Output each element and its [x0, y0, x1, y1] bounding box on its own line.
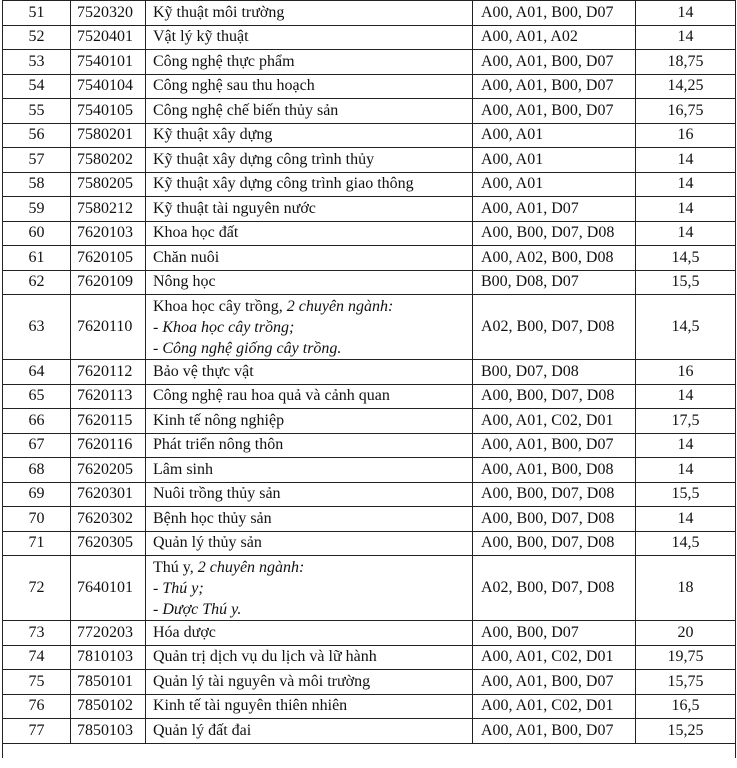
- subject-combination-cell: A00, A01, B00, D07: [473, 1, 636, 26]
- row-number-cell: 75: [3, 670, 71, 695]
- major-name: Thú y,: [153, 558, 198, 576]
- major-code-cell: 7850102: [71, 694, 146, 719]
- row-number-cell: 60: [3, 221, 71, 246]
- row-number-cell: 64: [3, 360, 71, 385]
- subject-combination-cell: A00, A01, C02, D01: [473, 645, 636, 670]
- cutoff-score-cell: 14: [636, 433, 736, 458]
- table-row: [3, 360, 736, 385]
- table-row: [3, 197, 736, 222]
- row-number-cell: 71: [3, 531, 71, 556]
- subject-combination-cell: A00, B00, D07: [473, 621, 636, 646]
- row-number-cell: 67: [3, 433, 71, 458]
- row-number-cell: 65: [3, 384, 71, 409]
- table-row: [3, 409, 736, 434]
- cutoff-score-cell: 14: [636, 148, 736, 173]
- subject-combination-cell: A00, A01: [473, 123, 636, 148]
- major-name-cell: Chăn nuôi: [146, 246, 473, 271]
- major-code-cell: 7620103: [71, 221, 146, 246]
- major-name-cell: Vật lý kỹ thuật: [146, 25, 473, 50]
- major-name-line: [153, 557, 468, 578]
- major-name-cell: Hóa dược: [146, 621, 473, 646]
- subject-combination-cell: A00, A01, C02, D01: [473, 694, 636, 719]
- major-name-cell: Kinh tế nông nghiệp: [146, 409, 473, 434]
- cutoff-score-cell: 14: [636, 172, 736, 197]
- major-name-cell: Khoa học đất: [146, 221, 473, 246]
- major-code-cell: 7810103: [71, 645, 146, 670]
- row-number-cell: 77: [3, 719, 71, 744]
- row-number-cell: 52: [3, 25, 71, 50]
- row-number-cell: 53: [3, 50, 71, 75]
- major-code-cell: 7620110: [71, 295, 146, 360]
- major-name-cell: Lâm sinh: [146, 458, 473, 483]
- major-name-cell: Kỹ thuật tài nguyên nước: [146, 197, 473, 222]
- major-code-cell: 7620116: [71, 433, 146, 458]
- subject-combination-cell: A00, A02, B00, D08: [473, 246, 636, 271]
- cutoff-score-cell: 14: [636, 458, 736, 483]
- major-name-cell: Phát triển nông thôn: [146, 433, 473, 458]
- cutoff-score-cell: 17,5: [636, 409, 736, 434]
- major-name-cell: Kỹ thuật môi trường: [146, 1, 473, 26]
- cutoff-score-cell: 18,75: [636, 50, 736, 75]
- cutoff-score-cell: 14,25: [636, 74, 736, 99]
- table-row: [3, 531, 736, 556]
- row-number-cell: 55: [3, 99, 71, 124]
- table-row: [3, 507, 736, 532]
- major-name-cell: Nông học: [146, 270, 473, 295]
- admission-score-table: [2, 0, 736, 758]
- table-row: [3, 556, 736, 621]
- row-number-cell: 66: [3, 409, 71, 434]
- major-name-cell: Công nghệ chế biến thủy sản: [146, 99, 473, 124]
- subject-combination-cell: A00, A01, B00, D07: [473, 99, 636, 124]
- cutoff-score-cell: 14,5: [636, 295, 736, 360]
- table-row: [3, 123, 736, 148]
- specialization-count: 2 chuyên ngành:: [197, 558, 305, 576]
- subject-combination-cell: A00, B00, D07, D08: [473, 221, 636, 246]
- table-row: [3, 246, 736, 271]
- subject-combination-cell: A00, A01, B00, D07: [473, 74, 636, 99]
- row-number-cell: 74: [3, 645, 71, 670]
- major-name-cell: Kinh tế tài nguyên thiên nhiên: [146, 694, 473, 719]
- major-name-cell: [146, 295, 473, 360]
- subject-combination-cell: B00, D08, D07: [473, 270, 636, 295]
- specialization-item: - Thú y;: [153, 579, 204, 597]
- table-row: [3, 719, 736, 744]
- subject-combination-cell: A00, A01, B00, D07: [473, 670, 636, 695]
- cutoff-score-cell: 14: [636, 221, 736, 246]
- row-number-cell: 62: [3, 270, 71, 295]
- specialization-item: - Công nghệ giống cây trồng.: [153, 339, 342, 357]
- major-code-cell: 7520320: [71, 1, 146, 26]
- subject-combination-cell: A00, A01, B00, D07: [473, 719, 636, 744]
- major-name-cell: Kỹ thuật xây dựng: [146, 123, 473, 148]
- table-row: [3, 694, 736, 719]
- major-code-cell: 7540101: [71, 50, 146, 75]
- subject-combination-cell: B00, D07, D08: [473, 360, 636, 385]
- subject-combination-cell: A00, A01, A02: [473, 25, 636, 50]
- major-name-cell: [146, 556, 473, 621]
- empty-cell: [3, 743, 736, 758]
- table-row: [3, 148, 736, 173]
- major-name-cell: Công nghệ rau hoa quả và cảnh quan: [146, 384, 473, 409]
- cutoff-score-cell: 15,75: [636, 670, 736, 695]
- cutoff-score-cell: 14: [636, 384, 736, 409]
- table-row: [3, 482, 736, 507]
- row-number-cell: 72: [3, 556, 71, 621]
- subject-combination-cell: A00, B00, D07, D08: [473, 531, 636, 556]
- subject-combination-cell: A00, A01, B00, D08: [473, 458, 636, 483]
- table-row: [3, 295, 736, 360]
- row-number-cell: 76: [3, 694, 71, 719]
- row-number-cell: 59: [3, 197, 71, 222]
- subject-combination-cell: A02, B00, D07, D08: [473, 295, 636, 360]
- table-row: [3, 1, 736, 26]
- cutoff-score-cell: 16: [636, 360, 736, 385]
- subject-combination-cell: A00, A01, B00, D07: [473, 50, 636, 75]
- cutoff-score-cell: 19,75: [636, 645, 736, 670]
- table-row: [3, 25, 736, 50]
- subject-combination-cell: A00, A01, C02, D01: [473, 409, 636, 434]
- major-name-cell: Kỹ thuật xây dựng công trình giao thông: [146, 172, 473, 197]
- cutoff-score-cell: 15,25: [636, 719, 736, 744]
- major-code-cell: 7580212: [71, 197, 146, 222]
- major-code-cell: 7620305: [71, 531, 146, 556]
- table-body: [3, 1, 736, 758]
- major-name-cell: Quản trị dịch vụ du lịch và lữ hành: [146, 645, 473, 670]
- major-name-cell: Kỹ thuật xây dựng công trình thủy: [146, 148, 473, 173]
- major-code-cell: 7620109: [71, 270, 146, 295]
- major-code-cell: 7620302: [71, 507, 146, 532]
- major-name-cell: Bệnh học thủy sản: [146, 507, 473, 532]
- major-name-cell: Quản lý đất đai: [146, 719, 473, 744]
- major-code-cell: 7850101: [71, 670, 146, 695]
- row-number-cell: 57: [3, 148, 71, 173]
- major-code-cell: 7620113: [71, 384, 146, 409]
- table-row: [3, 433, 736, 458]
- major-name-cell: Nuôi trồng thủy sản: [146, 482, 473, 507]
- row-number-cell: 54: [3, 74, 71, 99]
- major-name-line: [153, 296, 468, 317]
- table-row: [3, 172, 736, 197]
- row-number-cell: 68: [3, 458, 71, 483]
- table-row: [3, 458, 736, 483]
- specialization-item: - Dược Thú y.: [153, 600, 242, 618]
- major-code-cell: 7720203: [71, 621, 146, 646]
- major-code-cell: 7620205: [71, 458, 146, 483]
- row-number-cell: 73: [3, 621, 71, 646]
- row-number-cell: 51: [3, 1, 71, 26]
- major-code-cell: 7620301: [71, 482, 146, 507]
- cutoff-score-cell: 14,5: [636, 246, 736, 271]
- row-number-cell: 69: [3, 482, 71, 507]
- subject-combination-cell: A00, B00, D07, D08: [473, 482, 636, 507]
- major-name-cell: Công nghệ sau thu hoạch: [146, 74, 473, 99]
- major-name: Khoa học cây trồng,: [153, 297, 287, 315]
- row-number-cell: 70: [3, 507, 71, 532]
- major-code-cell: 7580205: [71, 172, 146, 197]
- table-row-partial: [3, 743, 736, 758]
- row-number-cell: 56: [3, 123, 71, 148]
- table-row: [3, 99, 736, 124]
- subject-combination-cell: A00, A01: [473, 148, 636, 173]
- cutoff-score-cell: 16,75: [636, 99, 736, 124]
- specialization-count: 2 chuyên ngành:: [286, 297, 394, 315]
- cutoff-score-cell: 16,5: [636, 694, 736, 719]
- major-name-cell: Công nghệ thực phẩm: [146, 50, 473, 75]
- cutoff-score-cell: 14: [636, 1, 736, 26]
- major-code-cell: 7540104: [71, 74, 146, 99]
- table-row: [3, 221, 736, 246]
- subject-combination-cell: A00, A01, D07: [473, 197, 636, 222]
- cutoff-score-cell: 15,5: [636, 482, 736, 507]
- major-name-cell: Quản lý tài nguyên và môi trường: [146, 670, 473, 695]
- row-number-cell: 58: [3, 172, 71, 197]
- major-code-cell: 7640101: [71, 556, 146, 621]
- table-row: [3, 645, 736, 670]
- cutoff-score-cell: 14: [636, 25, 736, 50]
- major-code-cell: 7850103: [71, 719, 146, 744]
- cutoff-score-cell: 20: [636, 621, 736, 646]
- table-row: [3, 74, 736, 99]
- specialization-item: - Khoa học cây trồng;: [153, 318, 295, 336]
- major-code-cell: 7520401: [71, 25, 146, 50]
- major-code-cell: 7620112: [71, 360, 146, 385]
- major-code-cell: 7540105: [71, 99, 146, 124]
- major-code-cell: 7580202: [71, 148, 146, 173]
- subject-combination-cell: A00, A01, B00, D07: [473, 433, 636, 458]
- subject-combination-cell: A00, B00, D07, D08: [473, 507, 636, 532]
- major-name-cell: Quản lý thủy sản: [146, 531, 473, 556]
- subject-combination-cell: A00, A01: [473, 172, 636, 197]
- cutoff-score-cell: 14: [636, 507, 736, 532]
- major-code-cell: 7580201: [71, 123, 146, 148]
- major-code-cell: 7620105: [71, 246, 146, 271]
- cutoff-score-cell: 15,5: [636, 270, 736, 295]
- table-row: [3, 670, 736, 695]
- cutoff-score-cell: 14,5: [636, 531, 736, 556]
- table-row: [3, 384, 736, 409]
- cutoff-score-cell: 14: [636, 197, 736, 222]
- cutoff-score-cell: 16: [636, 123, 736, 148]
- row-number-cell: 61: [3, 246, 71, 271]
- cutoff-score-cell: 18: [636, 556, 736, 621]
- major-name-cell: Bảo vệ thực vật: [146, 360, 473, 385]
- table-row: [3, 621, 736, 646]
- table-row: [3, 50, 736, 75]
- table-row: [3, 270, 736, 295]
- row-number-cell: 63: [3, 295, 71, 360]
- major-code-cell: 7620115: [71, 409, 146, 434]
- subject-combination-cell: A02, B00, D07, D08: [473, 556, 636, 621]
- subject-combination-cell: A00, B00, D07, D08: [473, 384, 636, 409]
